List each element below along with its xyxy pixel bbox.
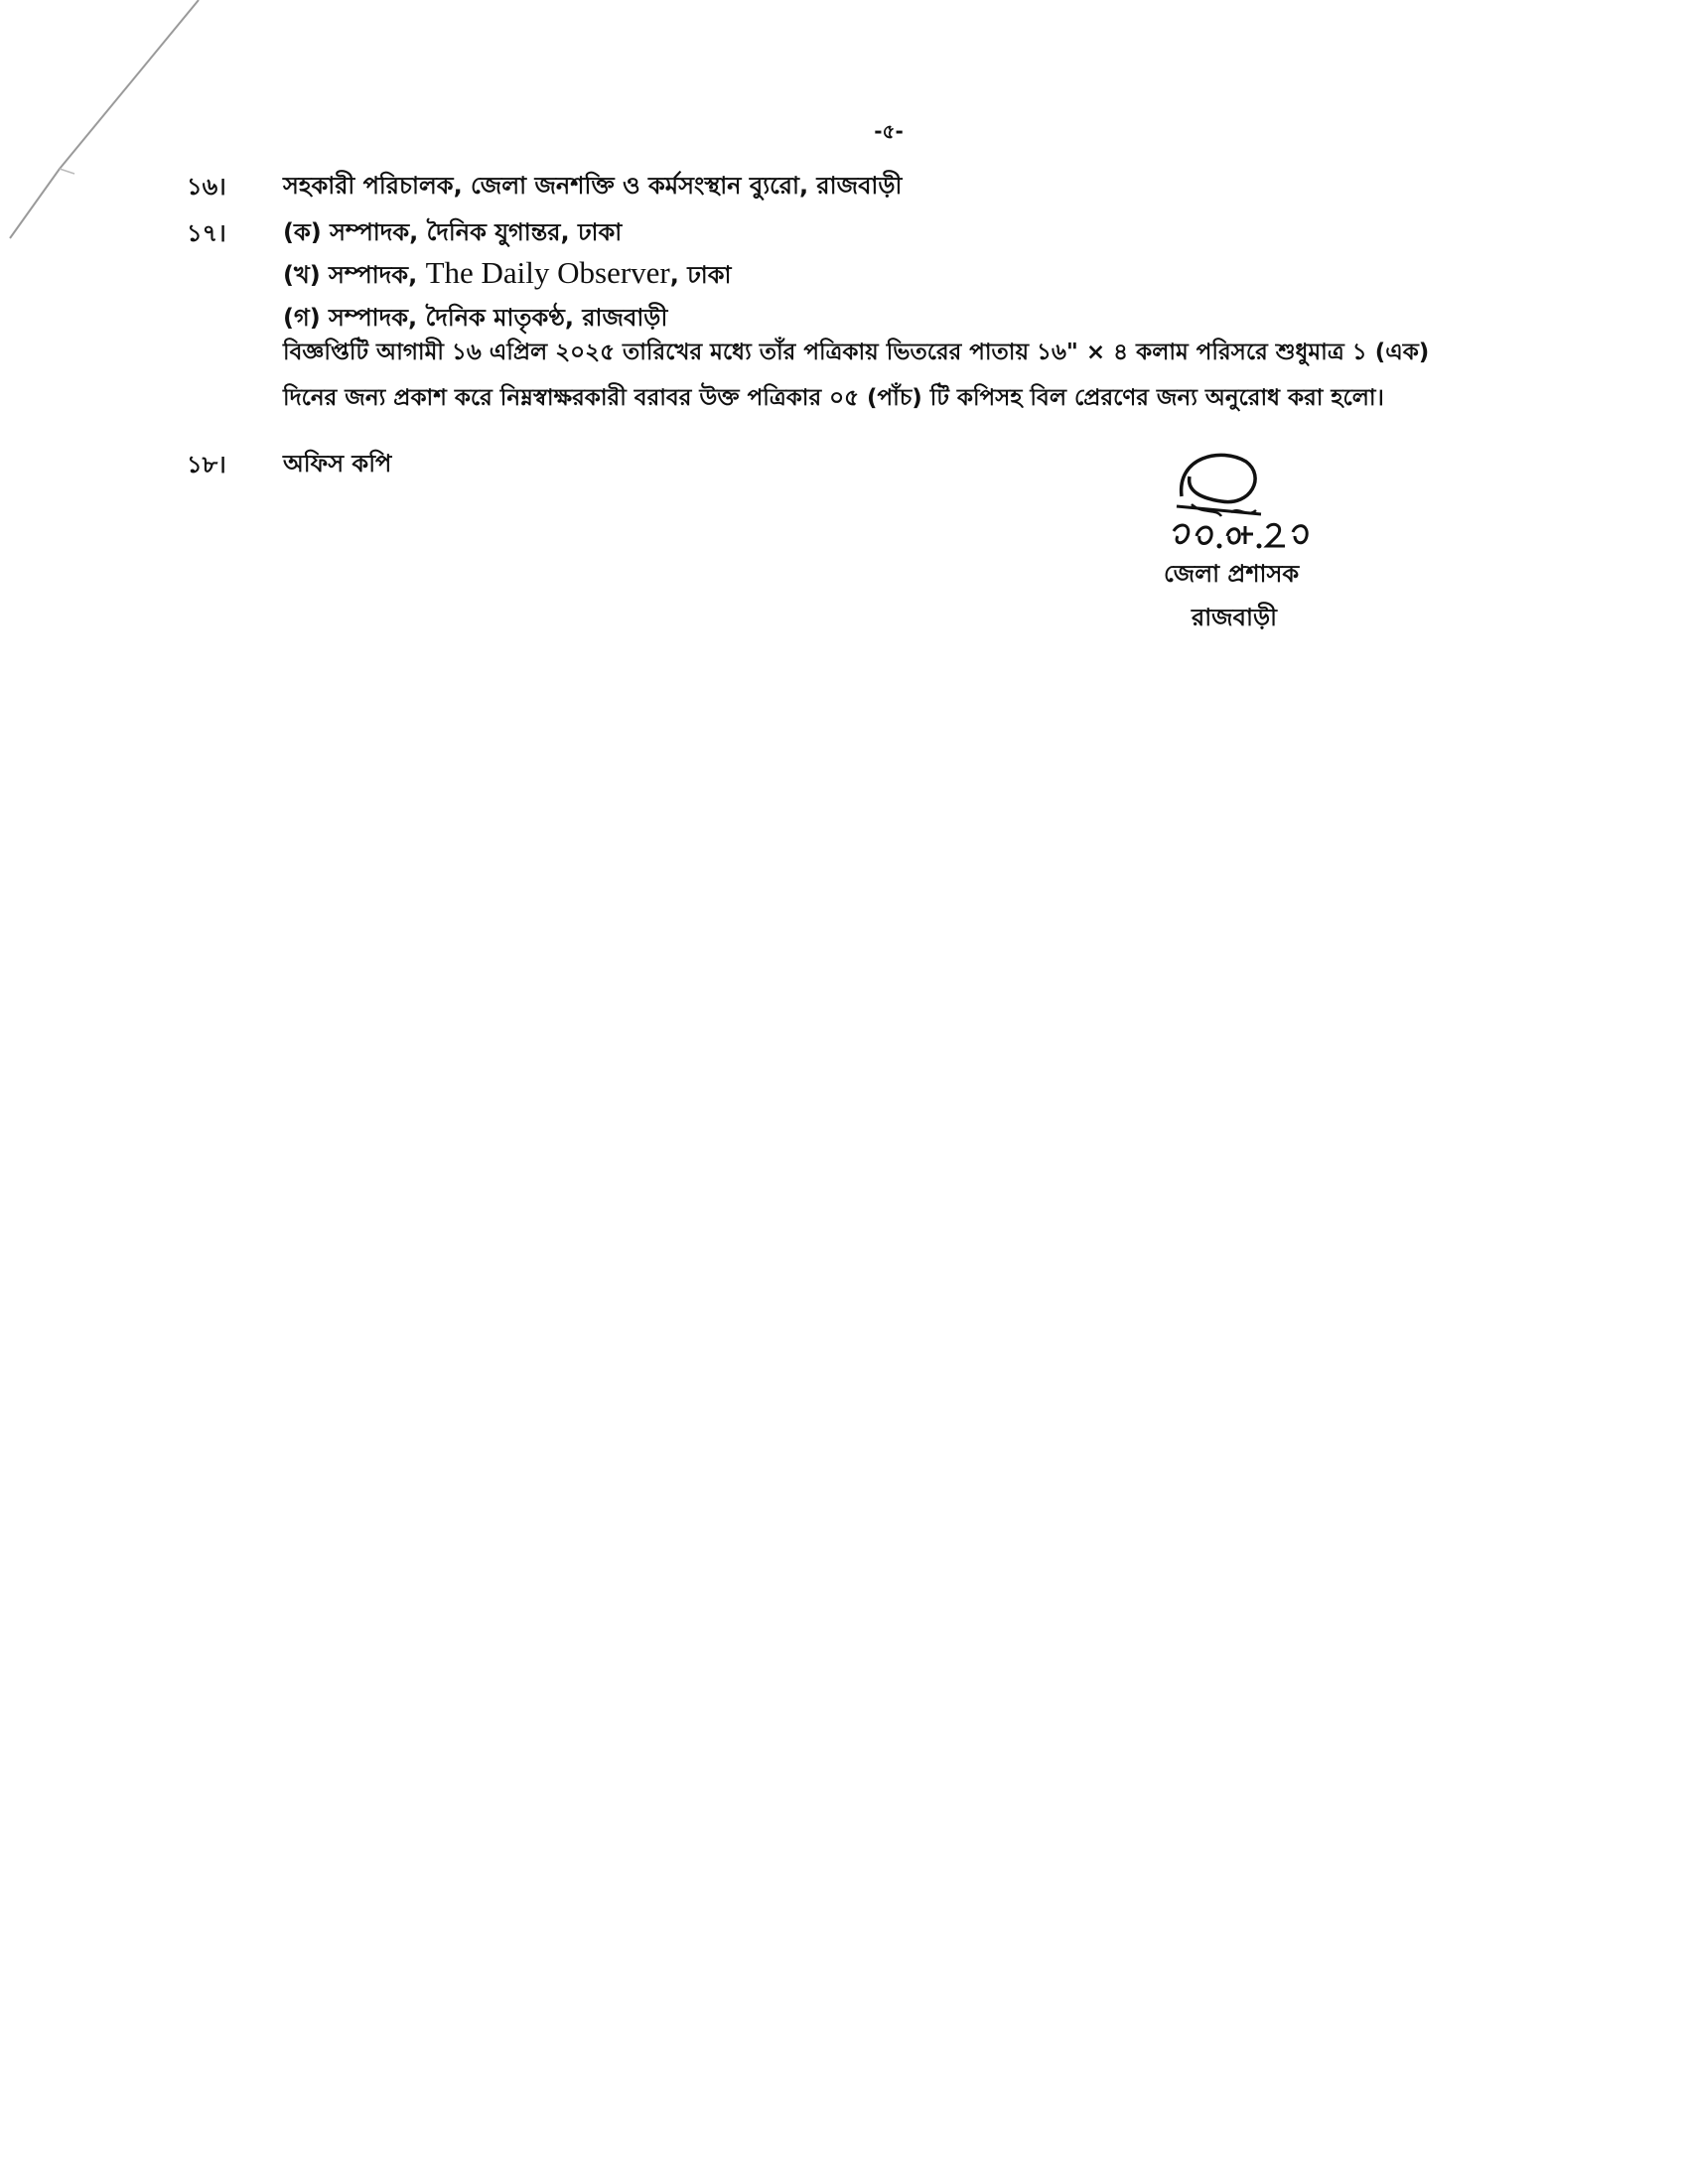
page-number: -৫- <box>874 119 904 143</box>
item-text <box>283 256 1524 292</box>
item-number: ১৮। <box>187 451 226 478</box>
signatory-place: রাজবাড়ী <box>1192 604 1277 631</box>
paragraph-line: বিজ্ঞপ্তিটি আগামী ১৬ এপ্রিল ২০২৫ তারিখের মধ্যে তাঁর পত্রিকায় ভিতরের পাতায় ১৬" × ৪ কলাম পরিসরে শুধুমাত্র ১ (এক) <box>283 340 1430 365</box>
item-text: সহকারী পরিচালক, জেলা জনশক্তি ও কর্মসংস্থান ব্যুরো, রাজবাড়ী <box>283 172 903 200</box>
item-text: অফিস কপি <box>283 450 392 478</box>
paragraph-line: দিনের জন্য প্রকাশ করে নিম্নস্বাক্ষরকারী বরাবর উক্ত পত্রিকার ০৫ (পাঁচ) টি কপিসহ বিল প্রেরণের জন্য অনুরোধ করা হলো। <box>283 385 1384 411</box>
item-text-suffix: , ঢাকা <box>669 261 732 289</box>
item-number: ১৬। <box>187 173 226 201</box>
signatory-title: জেলা প্রশাসক <box>1164 560 1300 588</box>
instruction-paragraph <box>283 330 1524 421</box>
item-number: ১৭। <box>187 219 226 247</box>
newspaper-name: The Daily Observer <box>425 255 670 290</box>
item-text: (গ) সম্পাদক, দৈনিক মাতৃকণ্ঠ, রাজবাড়ী <box>283 304 668 332</box>
item-text-prefix: (খ) সম্পাদক, <box>283 261 426 289</box>
handwritten-signature <box>1162 437 1360 566</box>
item-text: (ক) সম্পাদক, দৈনিক যুগান্তর, ঢাকা <box>283 218 623 246</box>
